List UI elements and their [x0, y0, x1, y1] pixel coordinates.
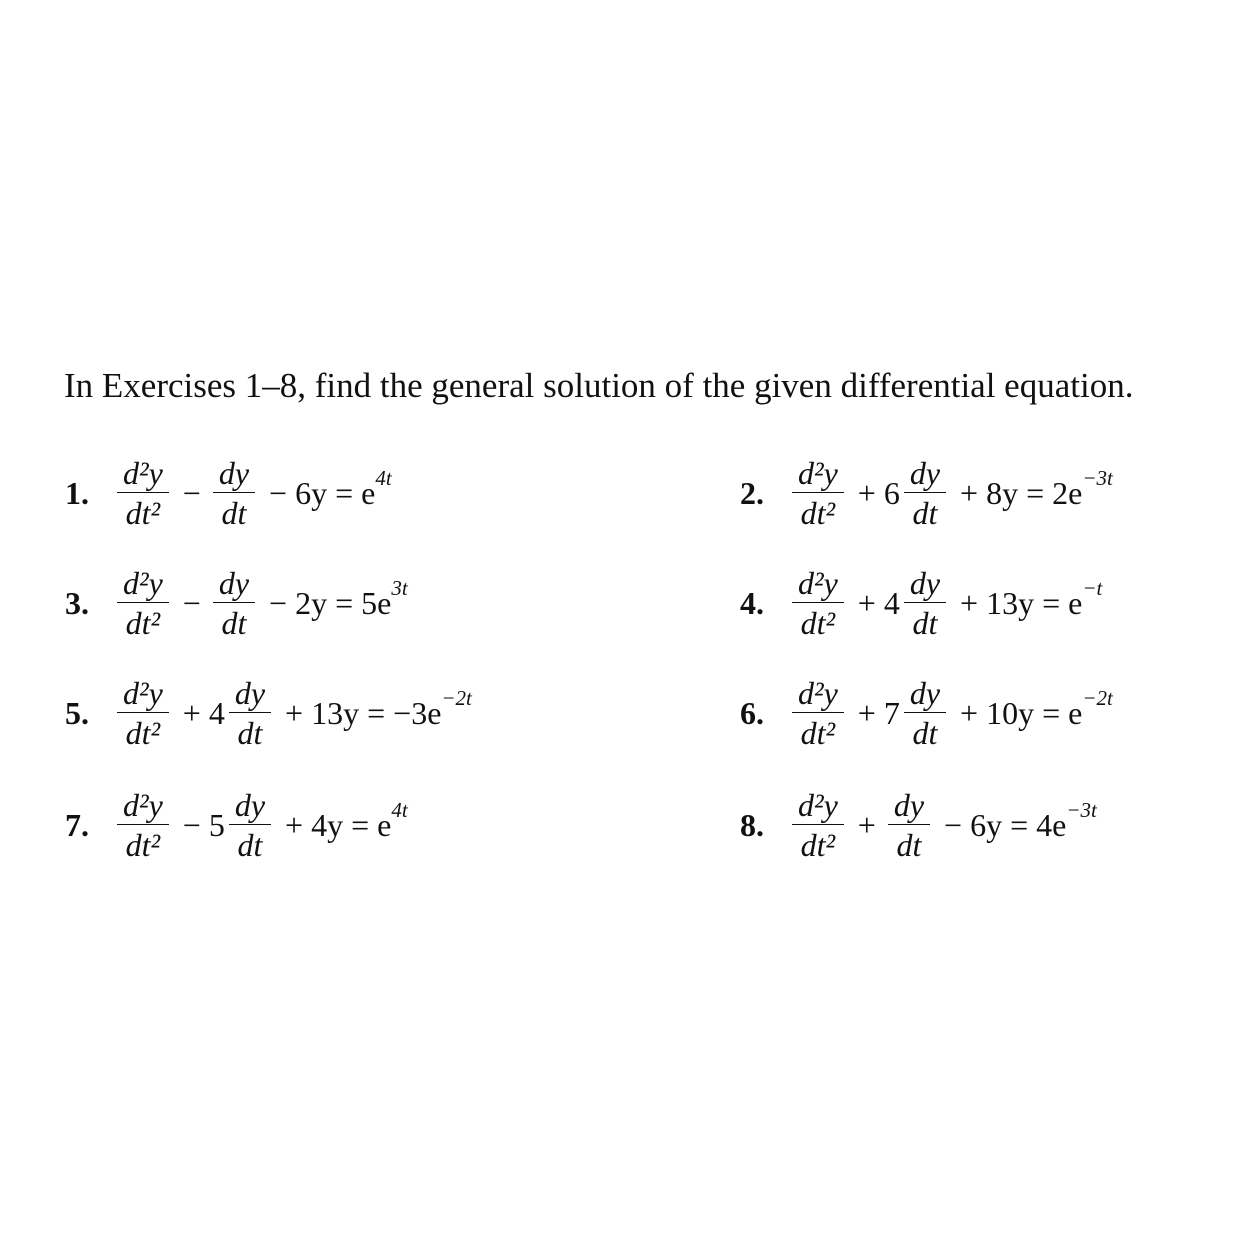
first-derivative-fraction [229, 677, 271, 749]
first-derivative-fraction [904, 567, 946, 639]
exercise-item [740, 558, 1102, 648]
second-derivative-fraction [792, 789, 844, 861]
numerator: d²y [792, 677, 844, 713]
instructions-heading: In Exercises 1–8, find the general solution of the given differential equation. [64, 366, 1134, 405]
denominator: dt [912, 605, 938, 641]
exercise-number: 7. [65, 806, 89, 843]
exponent: 4t [375, 465, 392, 490]
equation-remainder: + 10y = e [960, 694, 1083, 731]
coefficient: 6 [883, 474, 900, 511]
first-derivative-fraction [213, 567, 255, 639]
numerator: dy [904, 677, 946, 713]
numerator: d²y [117, 567, 169, 603]
equation-remainder: + 4y = e [285, 806, 392, 843]
denominator: dt² [800, 827, 836, 863]
coefficient: 5 [208, 806, 225, 843]
numerator: dy [888, 789, 930, 825]
numerator: d²y [792, 789, 844, 825]
first-derivative-fraction [904, 457, 946, 529]
exponent: −3t [1082, 465, 1113, 490]
numerator: dy [229, 789, 271, 825]
coefficient: 4 [208, 694, 225, 731]
operator: − [182, 806, 201, 843]
denominator: dt² [800, 605, 836, 641]
denominator: dt² [125, 715, 161, 751]
second-derivative-fraction [117, 567, 169, 639]
denominator: dt [237, 715, 263, 751]
denominator: dt² [125, 495, 161, 531]
operator: − [182, 584, 201, 621]
exercise-number: 5. [65, 694, 89, 731]
exponent: −2t [441, 685, 472, 710]
denominator: dt [221, 495, 247, 531]
exercise-number: 3. [65, 584, 89, 621]
exercise-number: 1. [65, 474, 89, 511]
numerator: dy [213, 457, 255, 493]
first-derivative-fraction [213, 457, 255, 529]
exercise-number: 2. [740, 474, 764, 511]
first-derivative-fraction [229, 789, 271, 861]
denominator: dt² [800, 715, 836, 751]
exercise-number: 4. [740, 584, 764, 621]
equation-remainder: − 6y = e [269, 474, 376, 511]
exponent: −3t [1066, 797, 1097, 822]
coefficient: 4 [883, 584, 900, 621]
exercise-item [65, 448, 392, 538]
first-derivative-fraction [904, 677, 946, 749]
operator: + [857, 694, 876, 731]
exercise-number: 8. [740, 806, 764, 843]
equation-remainder: + 13y = e [960, 584, 1083, 621]
exercise-item [65, 668, 472, 758]
denominator: dt [237, 827, 263, 863]
denominator: dt [896, 827, 922, 863]
numerator: dy [229, 677, 271, 713]
exponent: −2t [1082, 685, 1113, 710]
exercise-item [740, 668, 1113, 758]
exercise-item [740, 448, 1113, 538]
second-derivative-fraction [792, 457, 844, 529]
numerator: dy [213, 567, 255, 603]
numerator: dy [904, 567, 946, 603]
second-derivative-fraction [117, 677, 169, 749]
equation-remainder: − 6y = 4e [944, 806, 1067, 843]
denominator: dt² [125, 605, 161, 641]
second-derivative-fraction [117, 789, 169, 861]
second-derivative-fraction [792, 677, 844, 749]
exercise-number: 6. [740, 694, 764, 731]
numerator: d²y [792, 457, 844, 493]
exponent: 3t [391, 575, 408, 600]
exponent: 4t [391, 797, 408, 822]
numerator: d²y [117, 789, 169, 825]
numerator: d²y [117, 457, 169, 493]
operator: + [857, 584, 876, 621]
denominator: dt² [800, 495, 836, 531]
denominator: dt² [125, 827, 161, 863]
operator: + [857, 474, 876, 511]
coefficient: 7 [883, 694, 900, 731]
equation-remainder: + 8y = 2e [960, 474, 1083, 511]
operator: + [182, 694, 201, 731]
second-derivative-fraction [117, 457, 169, 529]
equation-remainder: + 13y = −3e [285, 694, 442, 731]
denominator: dt [221, 605, 247, 641]
numerator: d²y [117, 677, 169, 713]
denominator: dt [912, 495, 938, 531]
first-derivative-fraction [888, 789, 930, 861]
numerator: d²y [792, 567, 844, 603]
second-derivative-fraction [792, 567, 844, 639]
denominator: dt [912, 715, 938, 751]
operator: − [182, 474, 201, 511]
operator: + [857, 806, 876, 843]
exponent: −t [1082, 575, 1103, 600]
exercise-item [65, 558, 408, 648]
exercise-item [740, 780, 1097, 870]
numerator: dy [904, 457, 946, 493]
exercise-item [65, 780, 408, 870]
equation-remainder: − 2y = 5e [269, 584, 392, 621]
